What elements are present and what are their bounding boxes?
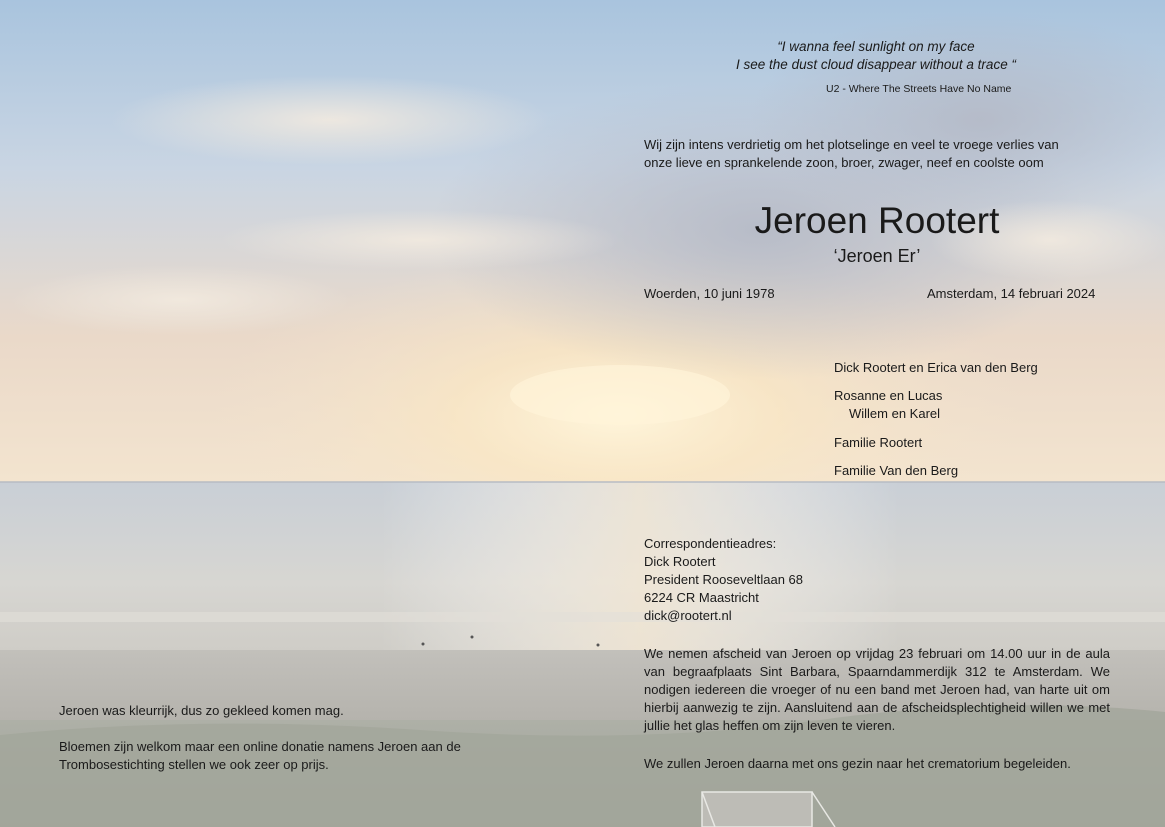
deceased-nickname: ‘Jeroen Er’ xyxy=(833,246,921,266)
ceremony-paragraph: We nemen afscheid van Jeroen op vrijdag 23 februari om 14.00 uur in de aula van begraafplaats Sint Barbara, Spaarndammerdijk 312 te Amsterdam. We nodigen iedereen die vroeger of nu een band met Jeroen had, van harte uit om hierbij aanwezig te zijn. Aansluitend aan de afscheidsplechtigheid willen we met jullie het glas heffen om zijn leven te vieren. xyxy=(644,646,1110,733)
intro-line-2: onze lieve en sprankelende zoon, broer, zwager, neef en coolste oom xyxy=(644,155,1044,170)
death-place-date: Amsterdam, 14 februari 2024 xyxy=(927,286,1096,301)
family-line-vandenberg: Familie Van den Berg xyxy=(834,463,959,478)
deceased-name: Jeroen Rootert xyxy=(754,200,1000,241)
correspondence-name: Dick Rootert xyxy=(644,554,716,569)
quote-line-1: “I wanna feel sunlight on my face xyxy=(777,39,975,54)
family-line-parents: Dick Rootert en Erica van den Berg xyxy=(834,360,1038,375)
quote-line-2: I see the dust cloud disappear without a trace “ xyxy=(736,57,1016,72)
quote-attribution: U2 - Where The Streets Have No Name xyxy=(826,83,1012,95)
family-line-children: Willem en Karel xyxy=(849,406,941,421)
correspondence-street: President Rooseveltlaan 68 xyxy=(644,572,803,587)
family-line-sibling: Rosanne en Lucas xyxy=(834,388,943,403)
ceremony-followup: We zullen Jeroen daarna met ons gezin naar het crematorium begeleiden. xyxy=(644,756,1071,771)
intro-line-1: Wij zijn intens verdrietig om het plotselinge en veel te vroege verlies van xyxy=(644,137,1059,152)
correspondence-city: 6224 CR Maastricht xyxy=(644,590,759,605)
birth-place-date: Woerden, 10 juni 1978 xyxy=(644,286,775,301)
correspondence-heading: Correspondentieadres: xyxy=(644,536,777,551)
flowers-note-line-2: Trombosestichting stellen we ook zeer op prijs. xyxy=(59,757,329,772)
dress-note: Jeroen was kleurrijk, dus zo gekleed komen mag. xyxy=(59,703,344,718)
correspondence-email: dick@rootert.nl xyxy=(644,608,732,623)
family-line-rootert: Familie Rootert xyxy=(834,435,923,450)
flowers-note-line-1: Bloemen zijn welkom maar een online donatie namens Jeroen aan de xyxy=(59,739,461,754)
